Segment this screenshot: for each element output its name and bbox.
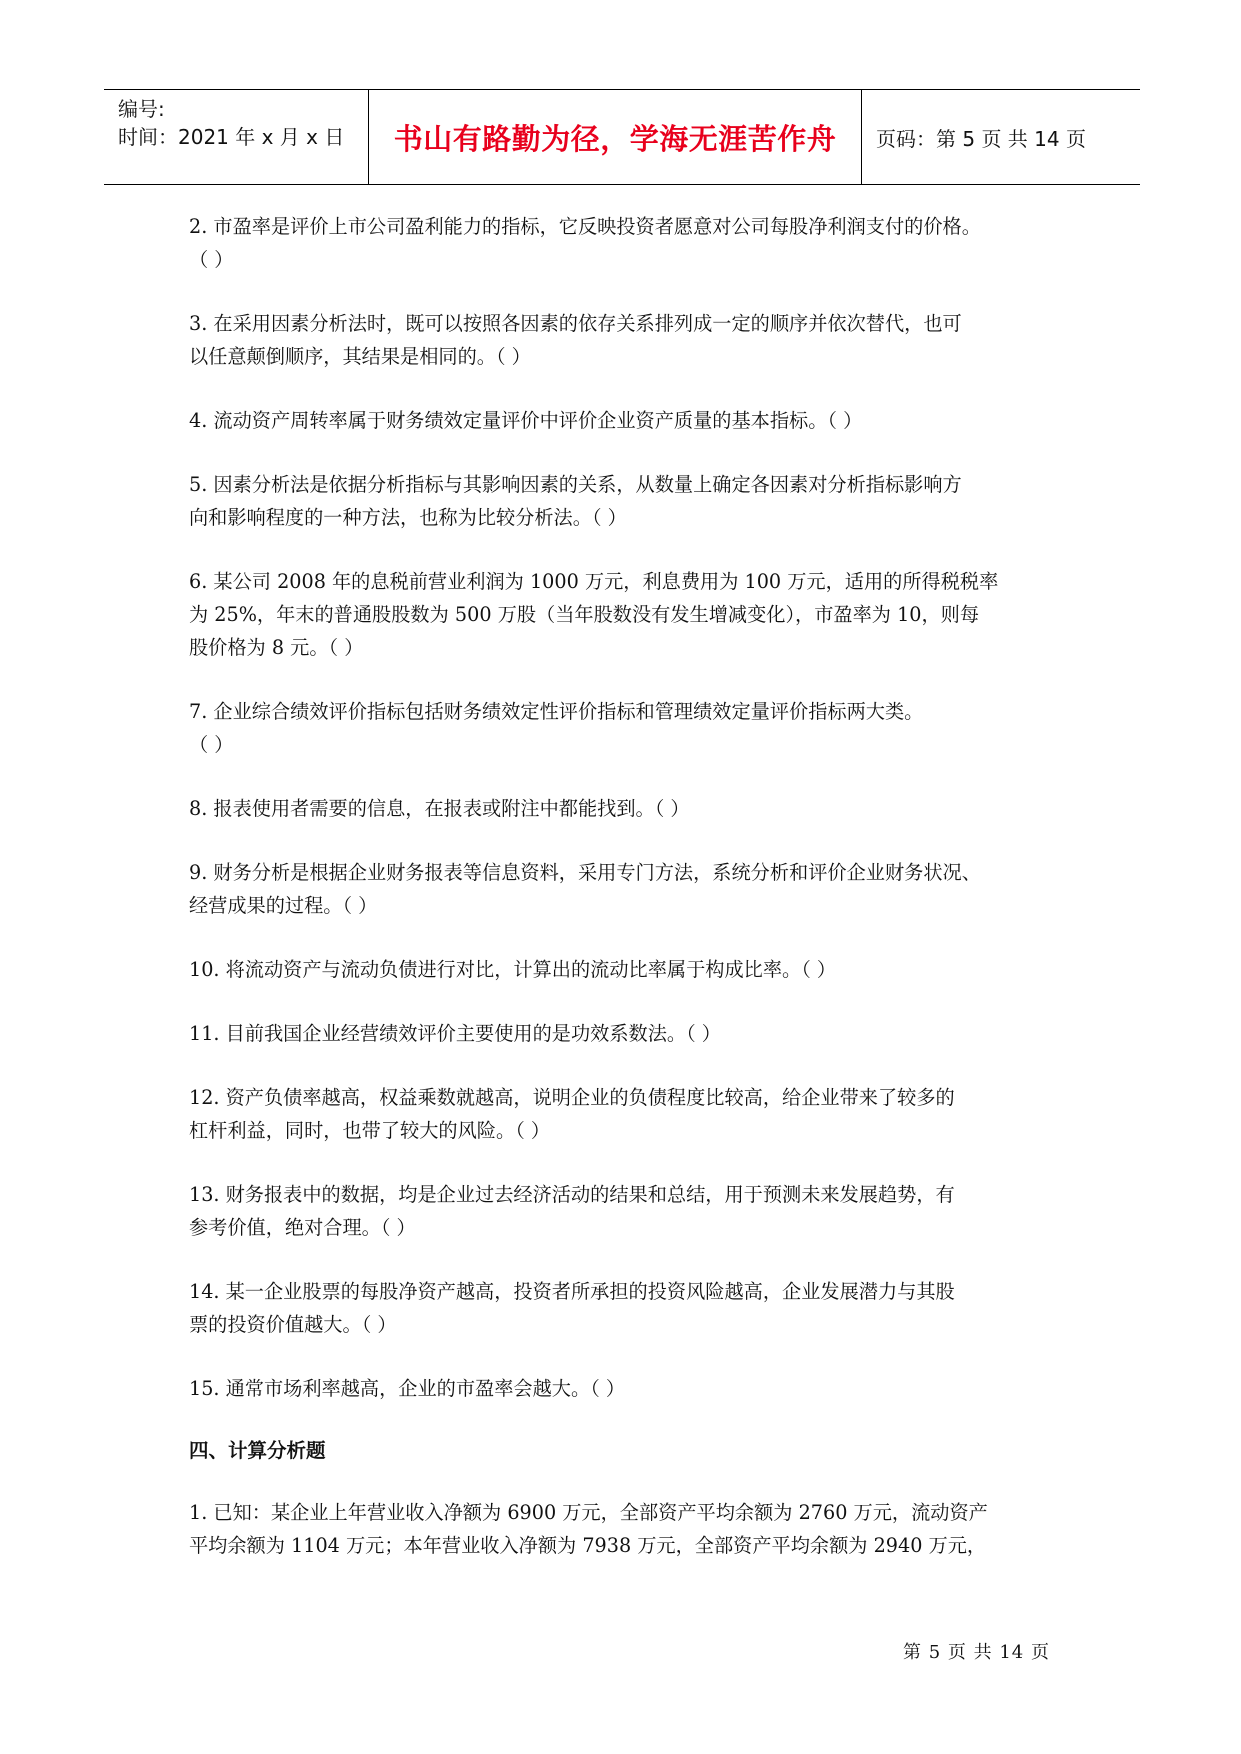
question-item [189, 1372, 1069, 1405]
question-line: 13. 财务报表中的数据，均是企业过去经济活动的结果和总结，用于预测未来发展趋势，有 [189, 1183, 955, 1206]
question-item [189, 565, 1069, 664]
question-item [189, 1017, 1069, 1050]
question-line: 以任意颠倒顺序，其结果是相同的。（ ） [189, 345, 531, 368]
question-line: 15. 通常市场利率越高，企业的市盈率会越大。（ ） [189, 1377, 626, 1400]
question-line: 10. 将流动资产与流动负债进行对比，计算出的流动比率属于构成比率。（ ） [189, 958, 837, 981]
question-item [189, 953, 1069, 986]
question-line: 参考价值，绝对合理。（ ） [189, 1216, 416, 1239]
question-line: 经营成果的过程。（ ） [189, 894, 378, 917]
question-line: 平均余额为 1104 万元；本年营业收入净额为 7938 万元，全部资产平均余额为 2940 万元， [189, 1534, 987, 1557]
question-line: 8. 报表使用者需要的信息，在报表或附注中都能找到。（ ） [189, 797, 690, 820]
true-false-questions [189, 210, 1069, 1405]
motto-text: 书山有路勤为径，学海无涯苦作舟 [393, 121, 837, 156]
question-item [189, 1275, 1069, 1341]
question-line: 4. 流动资产周转率属于财务绩效定量评价中评价企业资产质量的基本指标。（ ） [189, 409, 863, 432]
question-item [189, 856, 1069, 922]
question-item [189, 695, 1069, 761]
page-header [104, 89, 1140, 185]
question-line: 6. 某公司 2008 年的息税前营业利润为 1000 万元，利息费用为 100 万元，适用的所得税税率 [189, 570, 999, 593]
calculation-questions [189, 1496, 1069, 1562]
question-item [189, 404, 1069, 437]
question-line: 5. 因素分析法是依据分析指标与其影响因素的关系，从数量上确定各因素对分析指标影响方 [189, 473, 962, 496]
question-item [189, 792, 1069, 825]
document-body [189, 210, 1069, 1593]
question-line: 股价格为 8 元。（ ） [189, 636, 364, 659]
question-line: 为 25%，年末的普通股股数为 500 万股（当年股数没有发生增减变化），市盈率为 10，则每 [189, 603, 980, 626]
question-item [189, 210, 1069, 276]
question-item [189, 1496, 1069, 1562]
question-line: 2. 市盈率是评价上市公司盈利能力的指标，它反映投资者愿意对公司每股净利润支付的价格。 [189, 215, 981, 238]
question-item [189, 1178, 1069, 1244]
page-code: 页码：第 5 页 共 14 页 [876, 126, 1086, 151]
section-title: 四、计算分析题 [189, 1439, 326, 1462]
question-line: 1. 已知：某企业上年营业收入净额为 6900 万元，全部资产平均余额为 2760 万元，流动资产 [189, 1501, 988, 1524]
question-line: 杠杆利益，同时，也带了较大的风险。（ ） [189, 1119, 551, 1142]
question-item [189, 1081, 1069, 1147]
page-footer: 第 5 页 共 14 页 [903, 1642, 1050, 1663]
header-motto-cell [369, 90, 862, 184]
question-line: 14. 某一企业股票的每股净资产越高，投资者所承担的投资风险越高，企业发展潜力与其股 [189, 1280, 955, 1303]
question-item [189, 307, 1069, 373]
question-line: 7. 企业综合绩效评价指标包括财务绩效定性评价指标和管理绩效定量评价指标两大类。 [189, 700, 924, 723]
question-item [189, 468, 1069, 534]
header-page-cell [862, 90, 1140, 184]
question-line: （ ） [189, 733, 234, 756]
time-label: 时间：2021 年 x 月 x 日 [118, 125, 345, 149]
question-line: 向和影响程度的一种方法，也称为比较分析法。（ ） [189, 506, 627, 529]
question-line: 票的投资价值越大。（ ） [189, 1313, 397, 1336]
header-info-cell [104, 90, 369, 184]
question-line: 9. 财务分析是根据企业财务报表等信息资料，采用专门方法，系统分析和评价企业财务状况、 [189, 861, 981, 884]
question-line: 3. 在采用因素分析法时，既可以按照各因素的依存关系排列成一定的顺序并依次替代，也可 [189, 312, 962, 335]
question-line: 11. 目前我国企业经营绩效评价主要使用的是功效系数法。（ ） [189, 1022, 721, 1045]
question-line: （ ） [189, 248, 234, 271]
question-line: 12. 资产负债率越高，权益乘数就越高，说明企业的负债程度比较高，给企业带来了较多的 [189, 1086, 955, 1109]
serial-label: 编号: [118, 97, 165, 121]
